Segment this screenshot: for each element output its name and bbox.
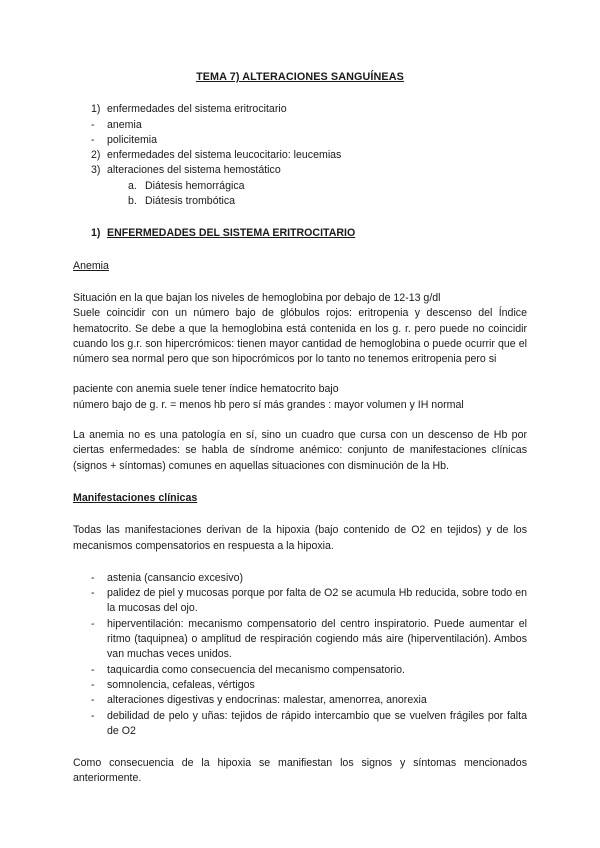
list-item: - alteraciones digestivas y endocrinas: malestar, amenorrea, anorexia <box>91 694 427 707</box>
section-heading: 1) ENFERMEDADES DEL SISTEMA ERITROCITARIO <box>91 227 356 240</box>
list-item: - taquicardia como consecuencia del mecanismo compensatorio. <box>91 663 405 676</box>
topic-item: 1) enfermedades del sistema eritrocitario <box>91 103 287 116</box>
anemia-paragraph: Suele coincidir con un número bajo de glóbulos rojos: eritropenia y descenso del Índice hematocrito. Se debe a que la hemoglobina está contenida en los g. r. pero puede no coincidir cuando los g.r. son hipercrómicos: tienen mayor cantidad de hemoglobina o puede ocurrir que el número sea normal pero que son hipocrómicos por lo tanto no tenemos eritropenia pero si <box>73 307 527 366</box>
topic-item: 3) alteraciones del sistema hemostático <box>91 164 281 177</box>
anemia-note-1: paciente con anemia suele tener índice hematocrito bajo <box>73 383 339 396</box>
topic-subitem: b. Diátesis trombótica <box>128 195 236 208</box>
document-page <box>73 70 527 787</box>
list-item: - somnolencia, cefaleas, vértigos <box>91 678 255 691</box>
closing-paragraph: Como consecuencia de la hipoxia se manifiestan los signos y síntomas mencionados anteriormente. <box>73 757 527 785</box>
topic-subitem: a. Diátesis hemorrágica <box>128 179 245 192</box>
list-item: - hiperventilación: mecanismo compensatorio del centro inspiratorio. Puede aumentar el ritmo (taquipnea) o amplitud de respiración cogiendo más aire (hiperventilación). Ambos van muchas veces unidos. <box>91 617 527 661</box>
manifestations-list <box>73 571 527 739</box>
anemia-note-2: número bajo de g. r. = menos hb pero sí más grandes : mayor volumen y IH normal <box>73 398 464 411</box>
topic-item: - policitemia <box>91 133 158 146</box>
manifestations-intro: Todas las manifestaciones derivan de la hipoxia (bajo contenido de O2 en tejidos) y de los mecanismos compensatorios en respuesta a la hipoxia. <box>73 524 527 552</box>
document-title: TEMA 7) ALTERACIONES SANGUÍNEAS <box>196 71 404 83</box>
topic-list <box>73 102 527 178</box>
anemia-definition: Situación en la que bajan los niveles de hemoglobina por debajo de 12-13 g/dl <box>73 291 441 304</box>
list-item: - debilidad de pelo y uñas: tejidos de rápido intercambio que se vuelven frágiles por falta de O2 <box>91 709 527 737</box>
list-item: - palidez de piel y mucosas porque por falta de O2 se acumula Hb reducida, sobre todo en la mucosas del ojo. <box>91 587 527 615</box>
topic-sublist <box>73 179 527 210</box>
anemia-syndrome-paragraph: La anemia no es una patología en sí, sino un cuadro que cursa con un descenso de Hb por ciertas enfermedades: se habla de síndrome anémico: conjunto de manifestaciones clínicas (signos + síntomas) comunes en aquellas situaciones con disminución de la Hb. <box>73 429 527 472</box>
manifestations-heading: Manifestaciones clínicas <box>73 491 198 504</box>
topic-item: 2) enfermedades del sistema leucocitario: leucemias <box>91 149 342 162</box>
anemia-heading: Anemia <box>73 259 109 272</box>
list-item: - astenia (cansancio excesivo) <box>91 571 244 584</box>
topic-item: - anemia <box>91 118 142 131</box>
